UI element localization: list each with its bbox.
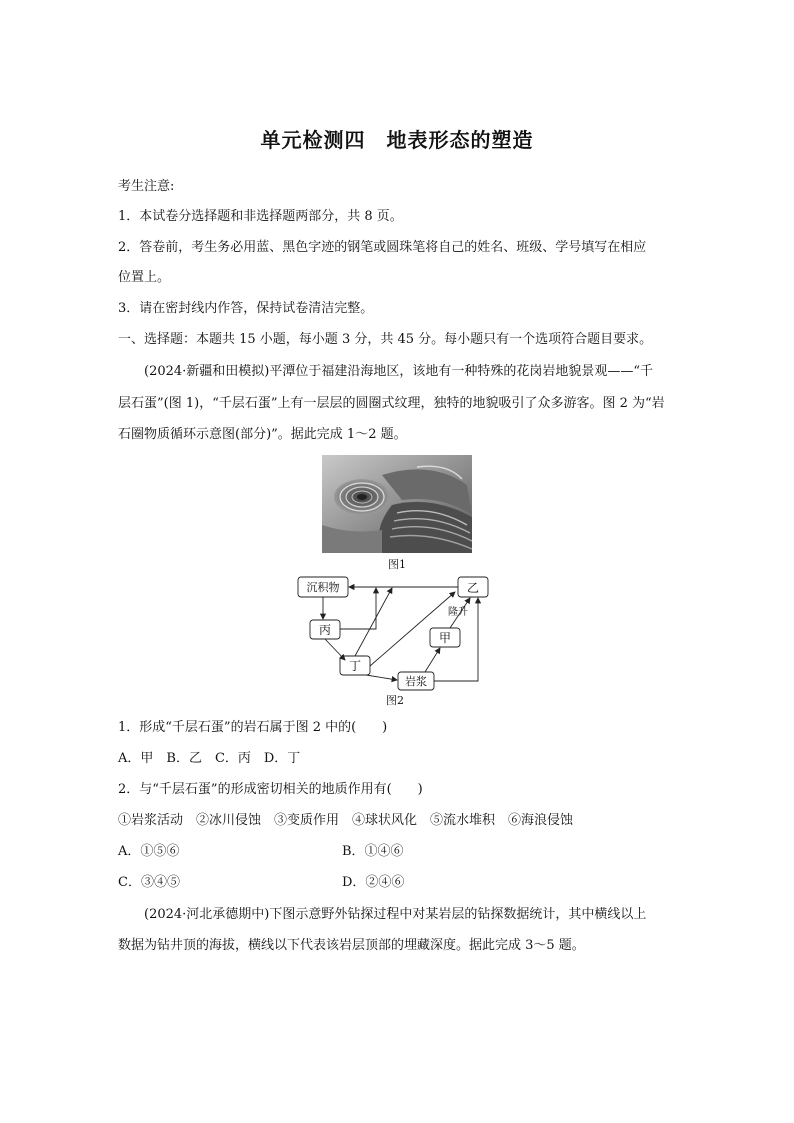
question-2-option-a: A．①⑤⑥ (118, 844, 180, 859)
uplift-label: 隆升 (448, 607, 468, 618)
question-1-stem: 1．形成“千层石蛋”的岩石属于图 2 中的( ) (118, 720, 388, 735)
material-line: 数据为钻井顶的海拔，横线以下代表该岩层顶部的埋藏深度。据此完成 3～5 题。 (118, 938, 585, 953)
magma-label: 岩浆 (405, 675, 427, 688)
bing-label: 丙 (318, 623, 332, 637)
question-2-option-d: D．②④⑥ (342, 875, 405, 890)
question-2-processes: ①岩浆活动 ②冰川侵蚀 ③变质作用 ④球状风化 ⑤流水堆积 ⑥海浪侵蚀 (118, 813, 574, 828)
ding-label: 丁 (348, 659, 362, 673)
question-1-options: A．甲 B．乙 C．丙 D．丁 (118, 751, 301, 766)
notice-item: 2．答卷前，考生务必用蓝、黑色字迹的钢笔或圆珠笔将自己的姓名、班级、学号填写在相应 (118, 240, 647, 255)
notice-item: 3．请在密封线内作答，保持试卷清洁完整。 (118, 301, 374, 316)
page-title: 单元检测四 地表形态的塑造 (260, 128, 534, 152)
section-heading: 一、选择题：本题共 15 小题，每小题 3 分，共 45 分。每小题只有一个选项符合题目要求。 (118, 332, 653, 347)
material-line: 层石蛋”(图 1)，“千层石蛋”上有一层层的圆圈式纹理，独特的地貌吸引了众多游客。图 2 为“岩 (118, 396, 665, 411)
jia-label: 甲 (438, 631, 452, 645)
yi-label: 乙 (466, 581, 480, 595)
question-2-option-b: B．①④⑥ (342, 844, 404, 859)
question-2-option-c: C．③④⑤ (118, 875, 180, 890)
notice-item: 位置上。 (118, 270, 171, 285)
notice-heading: 考生注意: (118, 179, 175, 194)
material-line: (2024·新疆和田模拟)平潭位于福建沿海地区，该地有一种特殊的花岗岩地貌景观——“千 (144, 364, 654, 379)
figure1-caption: 图1 (388, 558, 406, 571)
question-2-stem: 2．与“千层石蛋”的形成密切相关的地质作用有( ) (118, 782, 423, 797)
stone-egg-photo (322, 455, 472, 553)
figure2-caption: 图2 (386, 694, 404, 707)
rock-cycle-diagram (290, 572, 500, 692)
notice-item: 1．本试卷分选择题和非选择题两部分，共 8 页。 (118, 209, 403, 224)
material-line: 石圈物质循环示意图(部分)”。据此完成 1～2 题。 (118, 427, 407, 442)
material-line: (2024·河北承德期中)下图示意野外钻探过程中对某岩层的钻探数据统计，其中横线以上 (144, 907, 647, 922)
sediment-label: 沉积物 (306, 581, 340, 594)
